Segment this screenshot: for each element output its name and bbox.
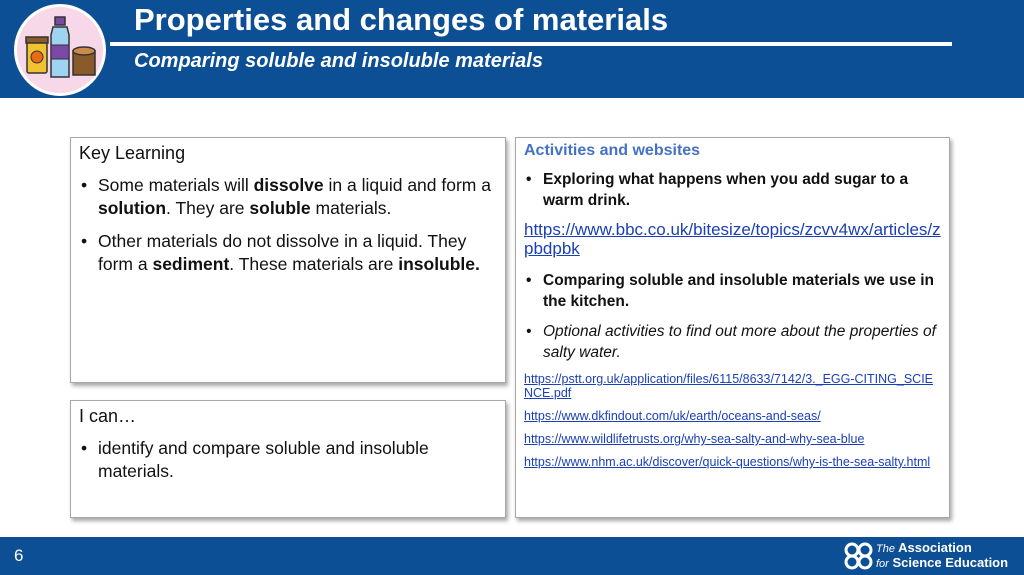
activities-box [515,137,950,518]
header-bar [0,0,1024,98]
title-divider [110,42,952,46]
nhm-link[interactable]: https://www.nhm.ac.uk/discover/quick-questions/why-is-the-sea-salty.html [524,455,931,469]
i-can-box [70,400,506,518]
page-number: 6 [14,546,24,565]
materials-icon [14,4,106,96]
key-term: insoluble. [398,254,480,274]
key-term: sediment [152,254,230,274]
text-run: . They are [166,198,250,218]
activities-list-2 [524,270,941,363]
ase-logo-text: The Association for Science Education [876,540,1009,570]
key-learning-list [79,174,497,276]
page-title: Properties and changes of materials [134,2,669,37]
text-run: . These materials are [229,254,399,274]
key-term: solution [98,198,167,218]
dkfindout-link[interactable]: https://www.dkfindout.com/uk/earth/oceans-and-seas/ [524,409,821,423]
text-run: in a liquid and form a [323,175,491,195]
activity-item: • Optional activities to find out more about the properties of salty water. [524,321,941,363]
text-run: Other materials do not dissolve in a liquid. They form a [98,231,467,274]
text-run: materials. [310,198,392,218]
key-learning-item [79,174,497,220]
wildlifetrusts-link[interactable]: https://www.wildlifetrusts.org/why-sea-salty-and-why-sea-blue [524,432,865,446]
key-learning-box [70,137,506,383]
activities-list-1 [524,169,941,211]
ase-logo-icon [844,542,874,570]
key-term: dissolve [253,175,324,195]
key-learning-item [79,230,497,276]
activity-item: • Comparing soluble and insoluble materials we use in the kitchen. [524,270,941,312]
activity-item: • Exploring what happens when you add sugar to a warm drink. [524,169,941,211]
text-run: Some materials will [98,175,254,195]
footer-bar [0,537,1024,575]
i-can-heading: I can… [79,406,137,426]
pstt-link[interactable]: https://pstt.org.uk/application/files/6115/8633/7142/3._EGG-CITING_SCIENCE.pdf [524,372,934,400]
key-learning-heading: Key Learning [79,143,186,163]
activities-heading: Activities and websites [524,142,701,159]
i-can-list [79,437,497,483]
key-term: soluble [249,198,311,218]
page-subtitle: Comparing soluble and insoluble materials [134,50,543,72]
bbc-bitesize-link[interactable]: https://www.bbc.co.uk/bitesize/topics/zcvv4wx/articles/zpbdpbk [524,220,941,258]
list-item: • identify and compare soluble and insoluble materials. [79,437,497,483]
